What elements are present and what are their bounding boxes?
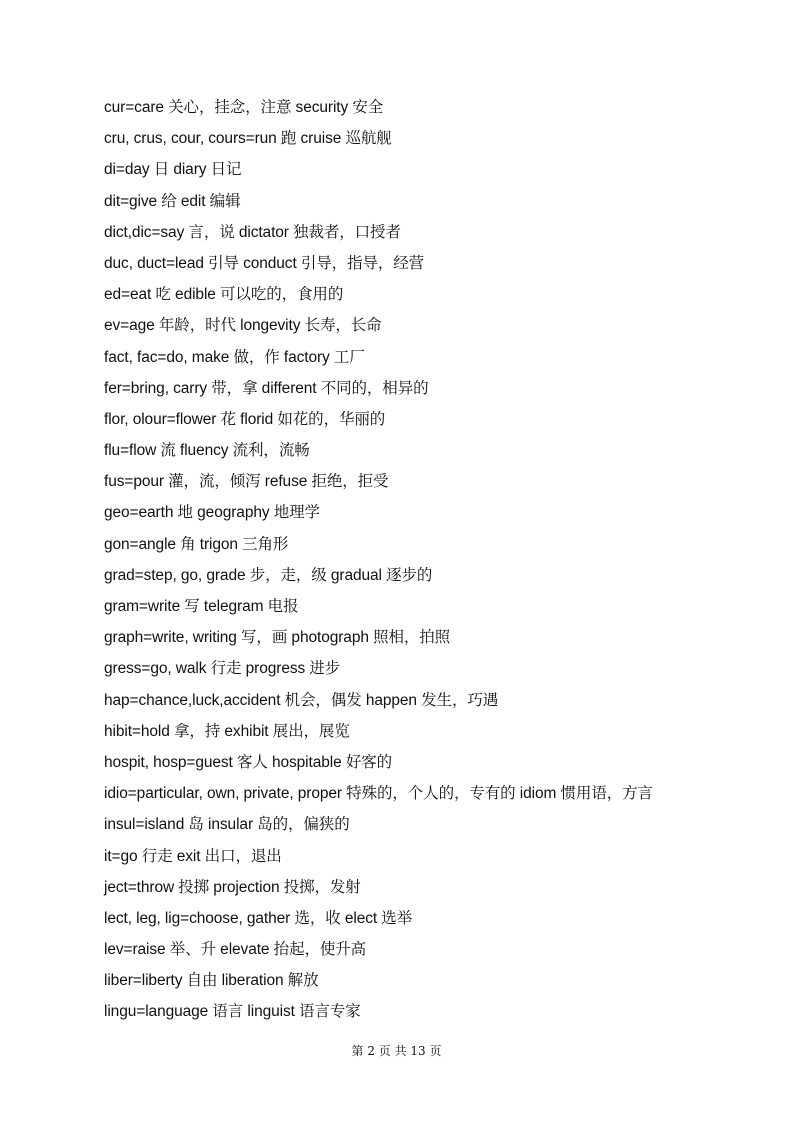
list-item: hospit, hosp=guest 客人 hospitable 好客的 [104, 753, 393, 771]
list-item: grad=step, go, grade 步，走，级 gradual 逐步的 [104, 566, 433, 584]
list-item: liber=liberty 自由 liberation 解放 [104, 972, 319, 990]
list-item: gon=angle 角 trigon 三角形 [104, 535, 289, 553]
list-item: gram=write 写 telegram 电报 [104, 598, 299, 615]
list-item: idio=particular, own, private, proper 特殊的，个人的，专有的 idiom 惯用语，方言 [104, 785, 653, 803]
list-item: dit=give 给 edit 编辑 [104, 192, 241, 210]
list-item: ject=throw 投掷 projection 投掷，发射 [104, 878, 361, 896]
list-item: dict,dic=say 言，说 dictator 独裁者，口授者 [104, 223, 401, 241]
root-word-list [104, 92, 764, 1028]
list-item: ev=age 年龄，时代 longevity 长寿，长命 [104, 317, 382, 335]
list-item: fer=bring, carry 带，拿 different 不同的，相异的 [104, 379, 429, 397]
list-item: flor, olour=flower 花 florid 如花的，华丽的 [104, 410, 386, 428]
list-item: gress=go, walk 行走 progress 进步 [104, 660, 341, 678]
list-item: cru, crus, cour, cours=run 跑 cruise 巡航舰 [104, 130, 392, 148]
list-item: lect, leg, lig=choose, gather 选，收 elect 选举 [104, 909, 413, 927]
list-item: fus=pour 灌，流，倾泻 refuse 拒绝，拒受 [104, 473, 389, 491]
page-number-footer: 第 2 页 共 13 页 [351, 1044, 442, 1058]
list-item: ed=eat 吃 edible 可以吃的，食用的 [104, 286, 344, 304]
list-item: geo=earth 地 geography 地理学 [104, 504, 320, 522]
list-item: di=day 日 diary 日记 [104, 161, 242, 179]
list-item: it=go 行走 exit 出口，退出 [104, 847, 282, 865]
list-item: hibit=hold 拿，持 exhibit 展出，展览 [104, 722, 350, 740]
list-item: lev=raise 举、升 elevate 抬起，使升高 [104, 941, 367, 959]
list-item: cur=care 关心，挂念，注意 security 安全 [104, 99, 384, 116]
list-item: fact, fac=do, make 做，作 factory 工厂 [104, 348, 365, 366]
list-item: flu=flow 流 fluency 流利，流畅 [104, 442, 310, 460]
list-item: graph=write, writing 写，画 photograph 照相，拍照 [104, 629, 451, 647]
list-item: hap=chance,luck,accident 机会，偶发 happen 发生，巧遇 [104, 691, 499, 709]
list-item: duc, duct=lead 引导 conduct 引导，指导，经营 [104, 254, 425, 272]
list-item: insul=island 岛 insular 岛的，偏狭的 [104, 816, 350, 834]
list-item: lingu=language 语言 linguist 语言专家 [104, 1003, 361, 1021]
